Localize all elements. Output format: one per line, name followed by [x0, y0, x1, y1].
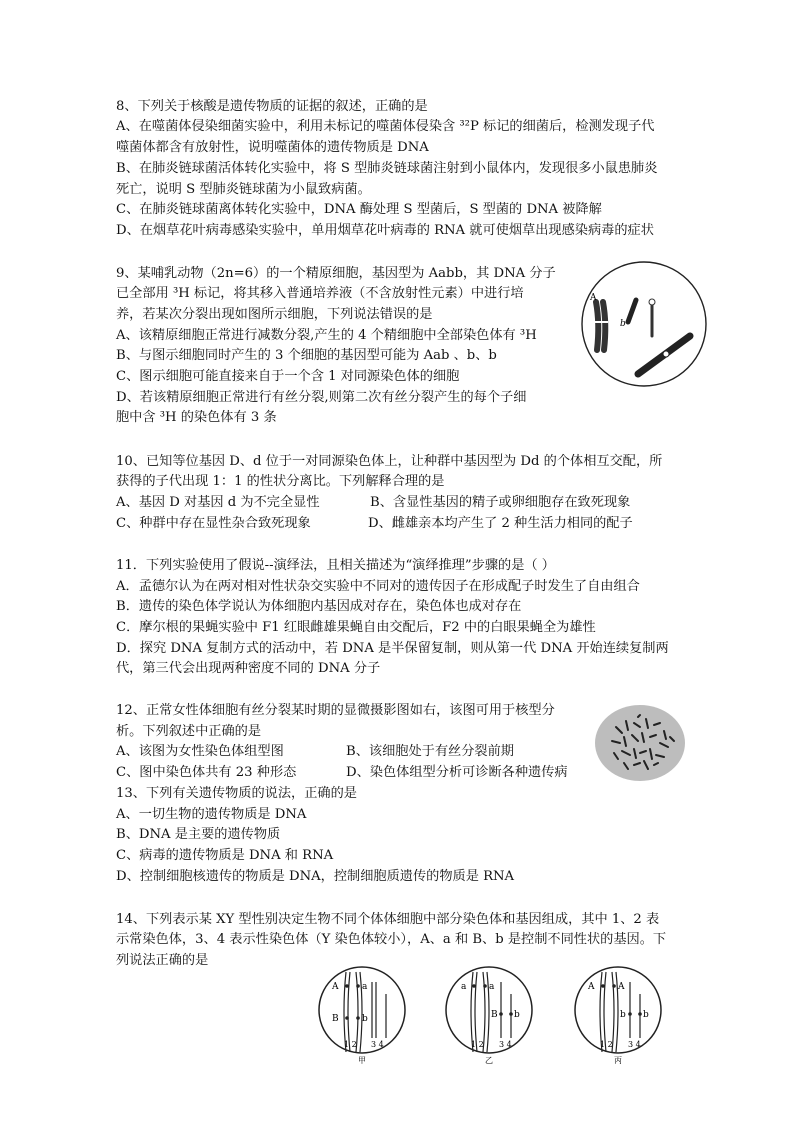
q12-karyotype-photo — [594, 703, 686, 783]
q8-option-b-line2: 死亡，说明 S 型肺炎链球菌为小鼠致病菌。 — [116, 182, 371, 197]
q13-stem: 13、下列有关遗传物质的说法，正确的是 — [116, 786, 357, 801]
q14-bing-nums-right: 3 4 — [628, 1040, 641, 1049]
q14-yi-top-right: a — [489, 982, 495, 992]
q8-option-a-line2: 噬菌体都含有放射性，说明噬菌体的遗传物质是 DNA — [116, 140, 429, 155]
q14-yi-mid-left: B — [491, 1010, 498, 1020]
q14-bing-nums-left: 1 2 — [600, 1040, 613, 1049]
q10-option-c: C、种群中存在显性杂合致死现象 — [116, 516, 311, 531]
q9-cell-figure — [578, 258, 710, 390]
q10-option-a: A、基因 D 对基因 d 为不完全显性 — [116, 495, 320, 510]
q11-stem: 11．下列实验使用了假说--演绎法，且相关描述为“演绎推理”步骤的是（ ） — [116, 558, 555, 573]
q9-stem-line1: 9、某哺乳动物（2n=6）的一个精原细胞，基因型为 Aabb，其 DNA 分子 — [116, 266, 556, 281]
q8-option-a-line1: A、在噬菌体侵染细菌实验中，利用未标记的噬菌体侵染含 ³²P 标记的细菌后，检测发现子代 — [116, 119, 655, 134]
q14-bing-name: 丙 — [614, 1056, 622, 1064]
q14-bing-mid-right: b — [643, 1010, 649, 1020]
q8-option-c: C、在肺炎链球菌离体转化实验中，DNA 酶处理 S 型菌后，S 型菌的 DNA 被降解 — [116, 202, 602, 217]
q14-stem-line1: 14、下列表示某 XY 型性别决定生物不同个体体细胞中部分染色体和基因组成，其中 1、2 表 — [116, 912, 660, 927]
q11-option-b: B．遗传的染色体学说认为体细胞内基因成对存在，染色体也成对存在 — [116, 599, 522, 614]
q8-option-b-line1: B、在肺炎链球菌活体转化实验中，将 S 型肺炎链球菌注射到小鼠体内，发现很多小鼠患肺炎 — [116, 161, 658, 176]
q12-option-a: A、该图为女性染色体组型图 — [116, 744, 284, 759]
q12-option-b: B、该细胞处于有丝分裂前期 — [346, 744, 514, 759]
q9-option-d-line2: 胞中含 ³H 的染色体有 3 条 — [116, 410, 277, 425]
q9-option-b: B、与图示细胞同时产生的 3 个细胞的基因型可能为 Aab 、b、b — [116, 348, 497, 363]
q14-jia-nums-right: 3 4 — [371, 1040, 384, 1049]
q14-jia-top-left: A — [332, 982, 339, 992]
q14-bing-mid-left: b — [620, 1010, 626, 1020]
q9-stem-line3: 养，若某次分裂出现如图所示细胞，下列说法错误的是 — [116, 307, 433, 322]
q14-jia-nums-left: 1 2 — [344, 1040, 357, 1049]
q8-option-d: D、在烟草花叶病毒感染实验中，单用烟草花叶病毒的 RNA 就可使烟草出现感染病毒的症状 — [116, 223, 654, 238]
q9-label-a: A — [590, 293, 597, 303]
q14-bing-top-left: A — [588, 982, 595, 992]
q14-jia-name: 甲 — [358, 1056, 366, 1064]
q13-option-a: A、一切生物的遗传物质是 DNA — [116, 807, 307, 822]
q14-yi-name: 乙 — [485, 1056, 493, 1064]
q9-option-c: C、图示细胞可能直接来自于一个含 1 对同源染色体的细胞 — [116, 369, 460, 384]
q14-yi-nums-left: 1 2 — [471, 1040, 484, 1049]
q13-option-b: B、DNA 是主要的遗传物质 — [116, 827, 281, 842]
q11-option-d-line2: 代，第三代会出现两种密度不同的 DNA 分子 — [116, 661, 381, 676]
q12-option-d: D、染色体组型分析可诊断各种遗传病 — [346, 765, 568, 780]
q12-stem-line1: 12、正常女性体细胞有丝分裂某时期的显微摄影图如右，该图可用于核型分 — [116, 703, 555, 718]
q12-stem-line2: 析。下列叙述中正确的是 — [116, 724, 262, 739]
q14-jia-mid-left: B — [332, 1014, 339, 1024]
q12-option-c: C、图中染色体共有 23 种形态 — [116, 765, 297, 780]
q11-option-c: C．摩尔根的果蝇实验中 F1 红眼雌雄果蝇自由交配后，F2 中的白眼果蝇全为雄性 — [116, 620, 596, 635]
q11-option-a: A．孟德尔认为在两对相对性状杂交实验中不同对的遗传因子在形成配子时发生了自由组合 — [116, 579, 640, 594]
q14-yi-top-left: a — [461, 982, 467, 992]
q10-option-d: D、雌雄亲本均产生了 2 种生活力相同的配子 — [368, 516, 633, 531]
q10-option-b: B、含显性基因的精子或卵细胞存在致死现象 — [370, 495, 631, 510]
q14-yi-mid-right: b — [514, 1010, 520, 1020]
q14-cell-yi — [443, 960, 535, 1064]
q9-label-b: b — [620, 319, 626, 329]
q14-bing-top-right: A — [618, 982, 625, 992]
q10-stem-line1: 10、已知等位基因 D、d 位于一对同源染色体上，让种群中基因型为 Dd 的个体相互交配，所 — [116, 454, 663, 469]
q9-option-a: A、该精原细胞正常进行减数分裂,产生的 4 个精细胞中全部染色体有 ³H — [116, 328, 537, 343]
q14-yi-nums-right: 3 4 — [499, 1040, 512, 1049]
q14-jia-top-right: a — [362, 982, 368, 992]
q14-cell-jia — [316, 960, 408, 1064]
q14-cell-bing — [572, 960, 664, 1064]
q13-option-c: C、病毒的遗传物质是 DNA 和 RNA — [116, 848, 334, 863]
q9-stem-line2: 已全部用 ³H 标记，将其移入普通培养液（不含放射性元素）中进行培 — [116, 286, 524, 301]
q13-option-d: D、控制细胞核遗传的物质是 DNA，控制细胞质遗传的物质是 RNA — [116, 869, 515, 884]
q14-stem-line3: 列说法正确的是 — [116, 953, 209, 968]
q10-stem-line2: 获得的子代出现 1：1 的性状分离比。下列解释合理的是 — [116, 474, 445, 489]
q9-option-d-line1: D、若该精原细胞正常进行有丝分裂,则第二次有丝分裂产生的每个子细 — [116, 390, 527, 405]
q14-stem-line2: 示常染色体，3、4 表示性染色体（Y 染色体较小），A、a 和 B、b 是控制不同性状的基因。下 — [116, 932, 667, 947]
q11-option-d-line1: D．探究 DNA 复制方式的活动中，若 DNA 是半保留复制，则从第一代 DNA 开始连续复制两 — [116, 641, 669, 656]
q14-jia-mid-right: b — [362, 1014, 368, 1024]
q8-stem: 8、下列关于核酸是遗传物质的证据的叙述，正确的是 — [116, 99, 428, 114]
